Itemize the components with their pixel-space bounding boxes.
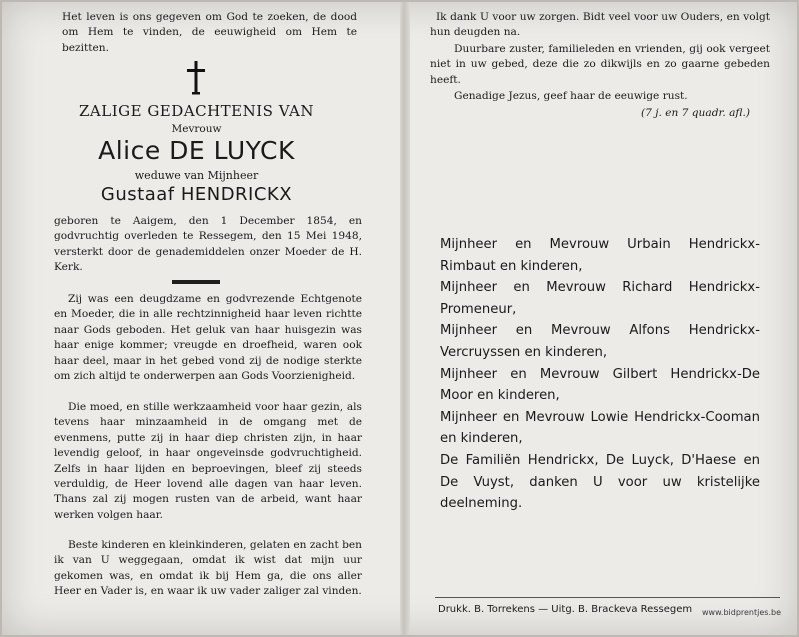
family-list: [440, 234, 760, 515]
left-page: [2, 2, 400, 635]
opening-verse: Het leven is ons gegeven om God te zoeken, de dood om Hem te vinden, de eeuwigheid om Hem te bezitten.: [62, 11, 357, 54]
birth-death-paragraph: geboren te Aaigem, den 1 December 1854, en godvruchtig overleden te Ressegem, den 15 Mei 1948, versterkt door de genademiddelen onzer Moeder de H. Kerk.: [54, 215, 362, 274]
card-fold: [400, 2, 410, 635]
family-line: Mijnheer en Mevrouw Richard Hendrickx-Promeneur,: [440, 280, 760, 317]
family-line: Mijnheer en Mevrouw Urbain Hendrickx-Rimbaut en kinderen,: [440, 237, 760, 274]
memorial-heading: ZALIGE GEDACHTENIS VAN: [78, 102, 314, 120]
section-divider: [172, 280, 220, 284]
printer-credit: Drukk. B. Torrekens — Uitg. B. Brackeva Ressegem: [438, 604, 693, 615]
prayer-paragraph: Duurbare zuster, familieleden en vrienden, gij ook vergeet niet in uw gebed, deze die zo dikwijls en zo gaarne gebeden heeft.: [430, 43, 770, 86]
latin-cross-icon: [184, 60, 208, 96]
closing-prayer: Genadige Jezus, geef haar de eeuwige rust.: [454, 90, 688, 102]
husband-name: Gustaaf HENDRICKX: [100, 184, 293, 205]
right-page: [410, 2, 797, 635]
family-line: De Familiën Hendrickx, De Luyck, D'Haese en De Vuyst, danken U voor uw kristelijke deelneming.: [440, 452, 760, 512]
family-line: Mijnheer en Mevrouw Lowie Hendrickx-Cooman en kinderen,: [440, 409, 760, 447]
widow-of-label: weduwe van Mijnheer: [134, 169, 259, 182]
family-line: Mijnheer en Mevrouw Gilbert Hendrickx-De Moor en kinderen,: [440, 366, 760, 404]
memorial-card: [2, 2, 797, 635]
tribute-paragraph-1: Zij was een deugdzame en godvrezende Echtgenote en Moeder, die in alle rechtzinnigheid haar leven richtte naar Gods geboden. Het geluk van haar huisgezin was haar enige kommer; vreugde en droefheid, waren ook haar deel, maar in het gebed vond zij de nodige sterkte om zich altijd te onderwerpen aan Gods Voorzienigheid.: [54, 293, 362, 383]
honorific: Mevrouw: [171, 123, 222, 135]
deceased-name: Alice DE LUYCK: [98, 136, 295, 165]
thanks-paragraph: Ik dank U voor uw zorgen. Bidt veel voor uw Ouders, en volgt hun deugden na.: [430, 11, 770, 39]
indulgence-note: (7 j. en 7 quadr. afl.): [640, 107, 750, 119]
family-line: Mijnheer en Mevrouw Alfons Hendrickx-Vercruyssen en kinderen,: [440, 323, 760, 360]
footer-rule: [435, 597, 780, 598]
site-watermark: www.bidprentjes.be: [702, 608, 781, 617]
farewell-paragraph: Beste kinderen en kleinkinderen, gelaten en zacht ben ik van U weggegaan, omdat ik wist dat mijn uur gekomen was, en omdat ik bij Hem ga, die ons aller Heer en Vader is, en waar ik uw vader zaliger zal vinden.: [54, 539, 362, 598]
tribute-paragraph-2: Die moed, en stille werkzaamheid voor haar gezin, als tevens haar minzaamheid in de omgang met de evenmens, putte zij in haar diep christen zijn, in haar levendig geloof, in haar ongeveinsde godvruchtigheid. Zelfs in haar lijden en beproevingen, bleef zij steeds verduldig, de Heer lovend alle dagen van haar leven. Thans zal zij mogen rusten van de arbeid, want haar werken volgen haar.: [54, 401, 362, 521]
